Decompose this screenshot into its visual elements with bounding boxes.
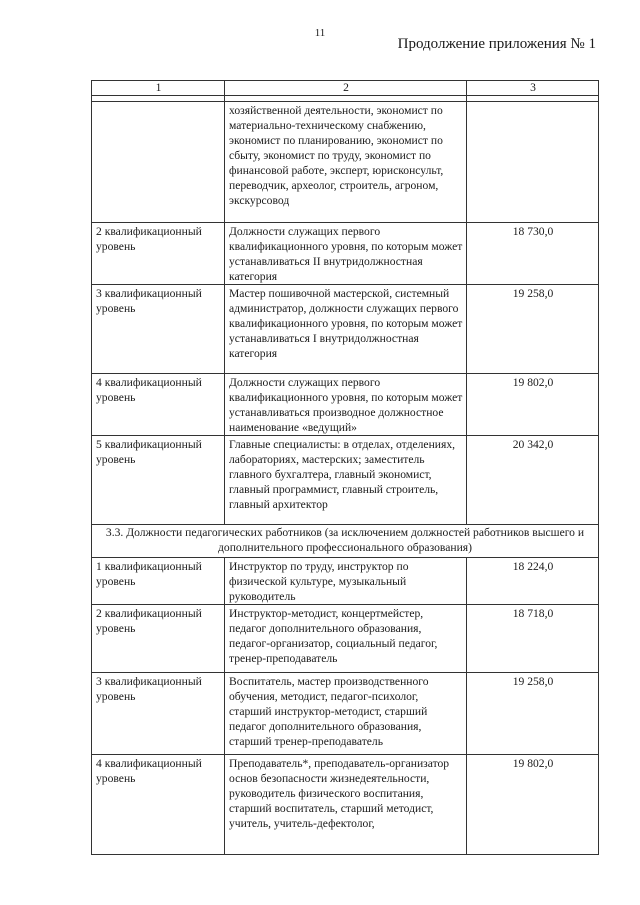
salary-cell: 20 342,0 (467, 436, 599, 525)
positions-cell: Инструктор-методист, концертмейстер, педагог дополнительного образования, педагог-организатор, социальный педагог, тренер-преподаватель (225, 605, 467, 673)
salary-cell: 19 802,0 (467, 755, 599, 855)
level-cell (92, 102, 225, 223)
table-row (92, 285, 599, 374)
positions-cell: Мастер пошивочной мастерской, системный администратор, должности служащих первого квалификационного уровня, по которым может устанавливаться I внутридолжностная категория (225, 285, 467, 374)
positions-cell: Должности служащих первого квалификационного уровня, по которым может устанавливаться II внутридолжностная категория (225, 223, 467, 285)
page-number: 11 (314, 27, 326, 39)
salary-cell: 19 258,0 (467, 285, 599, 374)
positions-cell: Преподаватель*, преподаватель-организатор основ безопасности жизнедеятельности, руководитель физического воспитания, старший воспитатель, старший методист, учитель, учитель-дефектолог, (225, 755, 467, 855)
salary-cell: 18 730,0 (467, 223, 599, 285)
table-row (92, 558, 599, 605)
column-header-1: 1 (92, 81, 225, 96)
table-header-row (92, 81, 599, 96)
table-row (92, 673, 599, 755)
table-row (92, 223, 599, 285)
table-row (92, 755, 599, 855)
appendix-title: Продолжение приложения № 1 (397, 36, 596, 52)
level-cell: 1 квалификационный уровень (92, 558, 225, 605)
level-cell: 5 квалификационный уровень (92, 436, 225, 525)
salary-cell: 19 258,0 (467, 673, 599, 755)
salary-cell: 18 718,0 (467, 605, 599, 673)
table-row (92, 436, 599, 525)
positions-cell: Должности служащих первого квалификационного уровня, по которым может устанавливаться производное должностное наименование «ведущий» (225, 374, 467, 436)
table-row (92, 374, 599, 436)
section-title: 3.3. Должности педагогических работников (за исключением должностей работников высшего и дополнительного профессионального образования) (92, 525, 599, 558)
salary-cell: 18 224,0 (467, 558, 599, 605)
column-header-3: 3 (467, 81, 599, 96)
level-cell: 2 квалификационный уровень (92, 605, 225, 673)
level-cell: 3 квалификационный уровень (92, 285, 225, 374)
positions-cell: Главные специалисты: в отделах, отделениях, лабораториях, мастерских; заместитель главного бухгалтера, главный экономист, главный программист, главный строитель, главный архитектор (225, 436, 467, 525)
salary-table (91, 80, 599, 855)
table-row (92, 102, 599, 223)
level-cell: 3 квалификационный уровень (92, 673, 225, 755)
salary-cell (467, 102, 599, 223)
positions-cell: Инструктор по труду, инструктор по физической культуре, музыкальный руководитель (225, 558, 467, 605)
positions-cell: Воспитатель, мастер производственного обучения, методист, педагог-психолог, старший инструктор-методист, старший педагог дополнительного образования, старший тренер-преподаватель (225, 673, 467, 755)
level-cell: 4 квалификационный уровень (92, 755, 225, 855)
level-cell: 2 квалификационный уровень (92, 223, 225, 285)
positions-cell: хозяйственной деятельности, экономист по материально-техническому снабжению, экономист по планированию, экономист по сбыту, экономист по труду, экономист по финансовой работе, эксперт, юрисконсульт, переводчик, археолог, строитель, агроном, экскурсовод (225, 102, 467, 223)
column-header-2: 2 (225, 81, 467, 96)
table-row (92, 605, 599, 673)
salary-cell: 19 802,0 (467, 374, 599, 436)
level-cell: 4 квалификационный уровень (92, 374, 225, 436)
section-header-row (92, 525, 599, 558)
